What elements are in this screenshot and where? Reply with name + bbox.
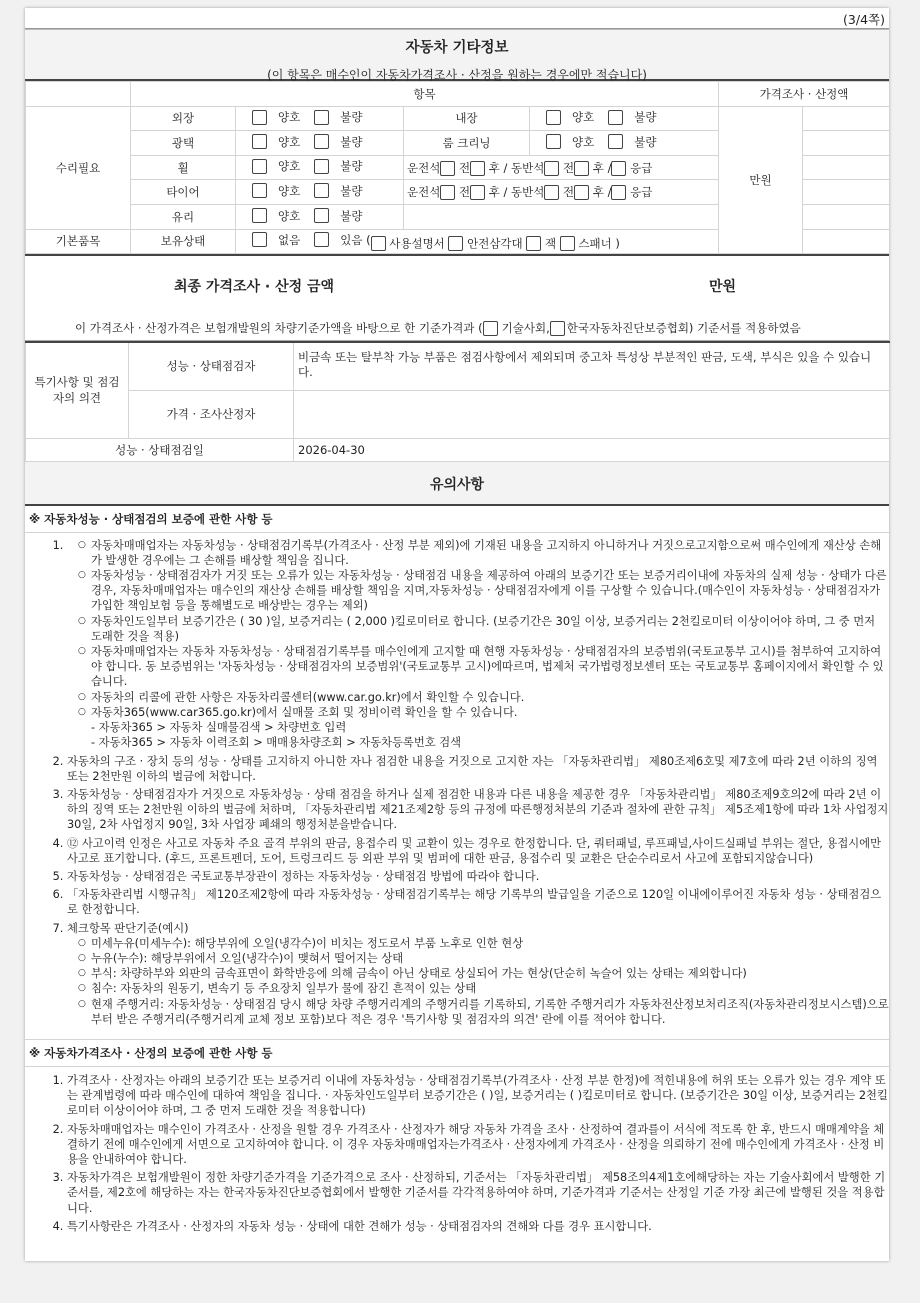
form-frame — [25, 28, 889, 1237]
dash-line: - 자동차365 > 자동차 이력조회 > 매매용차량조회 > 자동차등록번호 검색 — [91, 736, 462, 750]
section1-list — [25, 538, 889, 1027]
tire-passenger-rear-checkbox[interactable] — [574, 185, 589, 200]
list-item: 3. 자동차가격은 보험개발원이 정한 차량기준가격을 기준가격으로 조사 · 산정하되, 기준서는 「자동차관리법」 제58조의4제1호에해당하는 자는 기술사회에서 발행한 기준서를, 제2호에 해당하는 자는 한국자동차진단보증협회에서 발행한 기준서를 각각적용하여야 하며, 기준가격과 기준서는 산정일 기준 가장 최근에 발행된 것을 적용합니다. — [67, 1170, 889, 1216]
interior-good-checkbox[interactable] — [546, 110, 561, 125]
basic-items-label: 기본품목 — [26, 229, 131, 254]
glass-bad-checkbox[interactable] — [314, 208, 329, 223]
tire-options: 양호 불량 — [236, 180, 404, 205]
list-item: 4. ⑫ 사고이력 인정은 사고로 자동차 주요 골격 부위의 판금, 용접수리 및 교환이 있는 경우로 한정합니다. 단, 쿼터패널, 루프패널,사이드실패널 부위는 절단, 용접시에만 사고로 표기합니다. (후드, 프론트펜더, 도어, 트렁크리드 등 외판 부위 및 범퍼에 대한 판금, 용접수리 및 교환은 단순수리로서 사고에 포함되지않습니다) — [67, 836, 889, 866]
list-item: ○ 자동차매매업자는 자동차 자동차성능 · 상태점검기록부를 매수인에게 고지할 때 현행 자동차성능 · 상태점검자의 보증범위(국토교통부 고시)를 첨부하여 고지하여야 합니다. 동 보증범위는 '자동차성능 · 상태점검자의 보증범위'(국토교통부 고시)에따르며, 법제처 국가법령정보센터 또는 국토교통부 홈페이지에서 확인할 수 있습니다. — [91, 644, 889, 690]
basic-items-options: 없음 있음 ( 사용설명서 안전삼각대 잭 스패너 ) — [236, 229, 719, 254]
inspector-label: 성능 · 상태점검자 — [129, 342, 294, 390]
wheel-good-checkbox[interactable] — [252, 159, 267, 174]
list-item: 2. 자동차매매업자는 매수인이 가격조사 · 산정을 원할 경우 가격조사 · 산정자가 해당 자동차 가격을 조사 · 산정하여 결과를이 서식에 적도록 한 후, 반드시 매매계약을 체결하기 전에 매수인에게 서면으로 고지하여야 합니다. 이 경우 자동차매매업자는가격조사 · 산정자에게 가격조사 · 산정을 의뢰하기 전에 매수인에게 가격조사 · 산정 비용을 안내하여야 합니다. — [67, 1122, 889, 1168]
document-page — [25, 8, 889, 1261]
list-item: 3. 자동차성능 · 상태점검자가 거짓으로 자동차성능 · 상태 점검을 하거나 실제 점검한 내용과 다른 내용을 제공한 경우 「자동차관리법」 제80조제9호의2에 따라 2년 이하의 징역 또는 2천만원 이하의 벌금에 처하며, 「자동차관리법 제21조제2항 등의 규정에 따른행정처분의 기준과 절차에 관한 규칙」 제5조제1항에 따라 1차 사업정지 30일, 2차 사업정지 90일, 3차 사업장 폐쇄의 행정처분을받습니다. — [67, 787, 889, 833]
glass-label: 유리 — [131, 204, 236, 229]
list-item: ○ 침수: 자동차의 원동기, 변속기 등 주요장치 일부가 물에 잠긴 흔적이 있는 상태 — [91, 981, 889, 996]
item1-sublist — [67, 538, 889, 720]
list-item: 6. 「자동차관리법 시행규칙」 제120조제2항에 따라 자동차성능 · 상태점검기록부는 해당 기록부의 발급일을 기준으로 120일 이내에이루어진 자동차 성능 · 상태점검으로 한정합니다. — [67, 887, 889, 917]
section2-heading: ※ 자동차가격조사 · 산정의 보증에 관한 사항 등 — [25, 1039, 889, 1067]
glass-options: 양호 불량 — [236, 204, 404, 229]
tire-good-checkbox[interactable] — [252, 183, 267, 198]
header-item: 항목 — [131, 82, 719, 107]
wheel-seat-options: 운전석 전 후 / 동반석 전 후 / 응급 — [404, 155, 719, 180]
tire-driver-rear-checkbox[interactable] — [470, 185, 485, 200]
price-cell-basic[interactable] — [803, 229, 890, 254]
wheel-emergency-checkbox[interactable] — [611, 161, 626, 176]
manual-checkbox[interactable] — [371, 236, 386, 251]
wheel-bad-checkbox[interactable] — [314, 159, 329, 174]
wheel-options: 양호 불량 — [236, 155, 404, 180]
list-item: ○ 현재 주행거리: 자동차성능 · 상태점검 당시 해당 차량 주행거리계의 주행거리를 기록하되, 기록한 주행거리가 자동차전산정보처리조직(자동차관리정보시스템)으로부터 받은 주행거리(주행거리계 교체 정보 포함)보다 적은 경우 '특기사항 및 점검자의 의견' 란에 이를 적어야 합니다. — [91, 997, 889, 1027]
exterior-options: 양호 불량 — [236, 106, 404, 131]
tire-passenger-front-checkbox[interactable] — [544, 185, 559, 200]
dash-line: - 자동차365 > 자동차 실매물검색 > 차량번호 입력 — [91, 721, 347, 735]
list-item: 4. 특기사항란은 가격조사 · 산정자의 자동차 성능 · 상태에 대한 견해가 성능 · 상태점검자의 견해와 다를 경우 표시합니다. — [67, 1219, 889, 1234]
tire-label: 타이어 — [131, 180, 236, 205]
opinion-table — [25, 341, 890, 462]
opinion-label: 특기사항 및 점검자의 의견 — [26, 342, 129, 438]
pricer-label: 가격 · 조사산정자 — [129, 390, 294, 438]
gloss-good-checkbox[interactable] — [252, 134, 267, 149]
pricer-opinion[interactable] — [294, 390, 890, 438]
final-price-unit: 만원 — [709, 279, 737, 296]
tire-seat-options: 운전석 전 후 / 동반석 전 후 / 응급 — [404, 180, 719, 205]
kadia-checkbox[interactable] — [550, 321, 565, 336]
wheel-label: 휠 — [131, 155, 236, 180]
engineers-society-checkbox[interactable] — [483, 321, 498, 336]
list-item: ○ 미세누유(미세누수): 해당부위에 오일(냉각수)이 비치는 정도로서 부품 노후로 인한 현상 — [91, 936, 889, 951]
tire-emergency-checkbox[interactable] — [611, 185, 626, 200]
room-clean-options: 양호 불량 — [530, 131, 719, 156]
form-subtitle: (이 항목은 매수인이 자동차가격조사 · 산정을 원하는 경우에만 적습니다) — [267, 68, 647, 82]
item7-sublist — [67, 936, 889, 1027]
list-item: ○ 1. 자동차매매업자는 자동차성능 · 상태점검기록부(가격조사 · 산정 부분 제외)에 기재된 내용을 고지하지 아니하거나 거짓으로고지함으로써 매수인에게 재산상 손해가 발생한 경우에는 그 손해를 배상할 책임을 집니다. — [91, 538, 889, 568]
repair-table — [25, 81, 890, 254]
inspection-date: 2026-04-30 — [294, 438, 890, 461]
tire-bad-checkbox[interactable] — [314, 183, 329, 198]
section2-list — [25, 1073, 889, 1234]
header-price: 가격조사 · 산정액 — [719, 82, 890, 107]
interior-label: 내장 — [404, 106, 530, 131]
page-number: (3/4쪽) — [843, 12, 885, 27]
price-cell-gloss[interactable] — [803, 131, 890, 156]
price-cell-wheel[interactable] — [803, 155, 890, 180]
notice-title: 유의사항 — [25, 462, 889, 506]
room-clean-label: 룸 크리닝 — [404, 131, 530, 156]
glass-good-checkbox[interactable] — [252, 208, 267, 223]
list-item: ○ 자동차365(www.car365.go.kr)에서 실매물 조회 및 정비이력 확인을 할 수 있습니다. — [91, 705, 889, 720]
exterior-good-checkbox[interactable] — [252, 110, 267, 125]
wheel-driver-front-checkbox[interactable] — [440, 161, 455, 176]
list-item: ○ 부식: 차량하부와 외판의 금속표면이 화학반응에 의해 금속이 아닌 상태로 상실되어 가는 현상(단순히 녹슬어 있는 상태는 제외합니다) — [91, 966, 889, 981]
wheel-driver-rear-checkbox[interactable] — [470, 161, 485, 176]
spanner-checkbox[interactable] — [560, 236, 575, 251]
final-price-section — [25, 254, 889, 341]
list-item: ○ 누유(누수): 해당부위에서 오일(냉각수)이 맺혀서 떨어지는 상태 — [91, 951, 889, 966]
room-clean-bad-checkbox[interactable] — [608, 134, 623, 149]
interior-bad-checkbox[interactable] — [608, 110, 623, 125]
price-cell-glass[interactable] — [803, 204, 890, 229]
triangle-checkbox[interactable] — [448, 236, 463, 251]
title-block — [25, 29, 889, 81]
interior-options: 양호 불량 — [530, 106, 719, 131]
exterior-label: 외장 — [131, 106, 236, 131]
section1-heading: ※ 자동차성능 · 상태점검의 보증에 관한 사항 등 — [25, 506, 889, 533]
wheel-passenger-front-checkbox[interactable] — [544, 161, 559, 176]
header-blank — [26, 82, 131, 107]
list-item: 5. 자동차성능 · 상태점검은 국토교통부장관이 정하는 자동차성능 · 상태점검 방법에 따라야 합니다. — [67, 869, 889, 884]
section1-body — [25, 533, 889, 1027]
list-item: ○ 자동차성능 · 상태점검자가 거짓 또는 오류가 있는 자동차성능 · 상태점검 내용을 제공하여 아래의 보증기간 또는 보증거리이내에 자동차의 실제 성능 · 상태가 다른 경우, 자동차매매업자는 매수인의 재산상 손해를 배상할 책임을 지며,자동차성능 · 상태점검자에게 이를 구상할 수 있습니다.(매수인이 자동차성능 · 상태점검자가 가입한 책임보험 등을 통해별도로 배상받는 경우는 제외) — [91, 568, 889, 614]
tire-driver-front-checkbox[interactable] — [440, 185, 455, 200]
gloss-label: 광택 — [131, 131, 236, 156]
form-title: 자동차 기타정보 — [405, 40, 509, 56]
list-item: 1. 가격조사 · 산정자는 아래의 보증기간 또는 보증거리 이내에 자동차성능 · 상태점검기록부(가격조사 · 산정 부분 한정)에 적힌내용에 허위 또는 오류가 있는 경우 계약 또는 관계법령에 따라 매수인에 대하여 책임을 집니다. · 자동차인도일부터 보증기간은 ( )일, 보증거리는 ( )킬로미터로 합니다. (보증기간은 30일 이상, 보증거리는 2천킬로미터 이상이어야 하며, 그 중 먼저 도래한 것을 적용합니다) — [67, 1073, 889, 1119]
list-item: 7. 체크항목 판단기준(예시) ○ 미세누유(미세누수): 해당부위에 오일(냉각수)이 비치는 정도로서 부품 노후로 인한 현상 ○ 누유(누수): 해당부위에서 오일(냉각수)이 맺혀서 떨어지는 상태 ○ 부식: 차량하부와 외판의 금속표면이 화학반응에 의해 금속이 아닌 상태로 상실되어 가는 현상(단순히 녹슬어 있는 상태는 제외합니다) ○ 침수: 자동차의 원동기, 변속기 등 주요장치 일부가 물에 잠긴 흔적이 있는 상태 ○ 현재 주행거리: 자동차성능 · 상태점검 당시 해당 차량 주행거리계의 주행거리를 기록하되, 기록한 주행거리가 자동차전산정보처리조직(자동차관리정보시스템)으로부터 받은 주행거리(주행거리계 교체 정보 포함)보다 적은 경우 '특기사항 및 점검자의 의견' 란에 이를 적어야 합니다. — [67, 921, 889, 1027]
price-cell-tire[interactable] — [803, 180, 890, 205]
final-price-title: 최종 가격조사 · 산정 금액 — [174, 279, 335, 296]
list-item: ○ 자동차의 리콜에 관한 사항은 자동차리콜센터(www.car.go.kr)에서 확인할 수 있습니다. — [91, 690, 889, 705]
glass-blank — [404, 204, 719, 229]
gloss-bad-checkbox[interactable] — [314, 134, 329, 149]
final-price-note: 이 가격조사 · 산정가격은 보험개발원의 차량기준가액을 바탕으로 한 기준가격과 ( 기술사회, 한국자동차진단보증협회) 기준서를 적용하였음 — [75, 321, 801, 336]
list-item: 2. 자동차의 구조 · 장치 등의 성능 · 상태를 고지하지 아니한 자나 점검한 내용을 거짓으로 고지한 자는 「자동차관리법」 제80조제6호및 제7호에 따라 2년 이하의 징역 또는 2천만원 이하의 벌금에 처합니다. — [67, 754, 889, 784]
possession-status-label: 보유상태 — [131, 229, 236, 254]
repair-needed-label: 수리필요 — [26, 106, 131, 229]
repair-price-manwon: 만원 — [719, 106, 803, 254]
price-cell-exterior[interactable] — [803, 106, 890, 131]
exterior-bad-checkbox[interactable] — [314, 110, 329, 125]
gloss-options: 양호 불량 — [236, 131, 404, 156]
list-item: ○ 자동차인도일부터 보증기간은 ( 30 )일, 보증거리는 ( 2,000 )킬로미터로 합니다. (보증기간은 30일 이상, 보증거리는 2천킬로미터 이상이어야 하며, 그 중 먼저 도래한 것을 적용) — [91, 614, 889, 644]
inspector-opinion: 비금속 또는 탈부착 가능 부품은 점검사항에서 제외되며 중고차 특성상 부분적인 판금, 도색, 부식은 있을 수 있습니다. — [294, 342, 890, 390]
wheel-passenger-rear-checkbox[interactable] — [574, 161, 589, 176]
inspection-date-label: 성능 · 상태점검일 — [26, 438, 294, 461]
section2-body — [25, 1067, 889, 1234]
list-item — [67, 538, 889, 751]
room-clean-good-checkbox[interactable] — [546, 134, 561, 149]
jack-checkbox[interactable] — [526, 236, 541, 251]
basic-none-checkbox[interactable] — [252, 232, 267, 247]
basic-have-checkbox[interactable] — [314, 232, 329, 247]
